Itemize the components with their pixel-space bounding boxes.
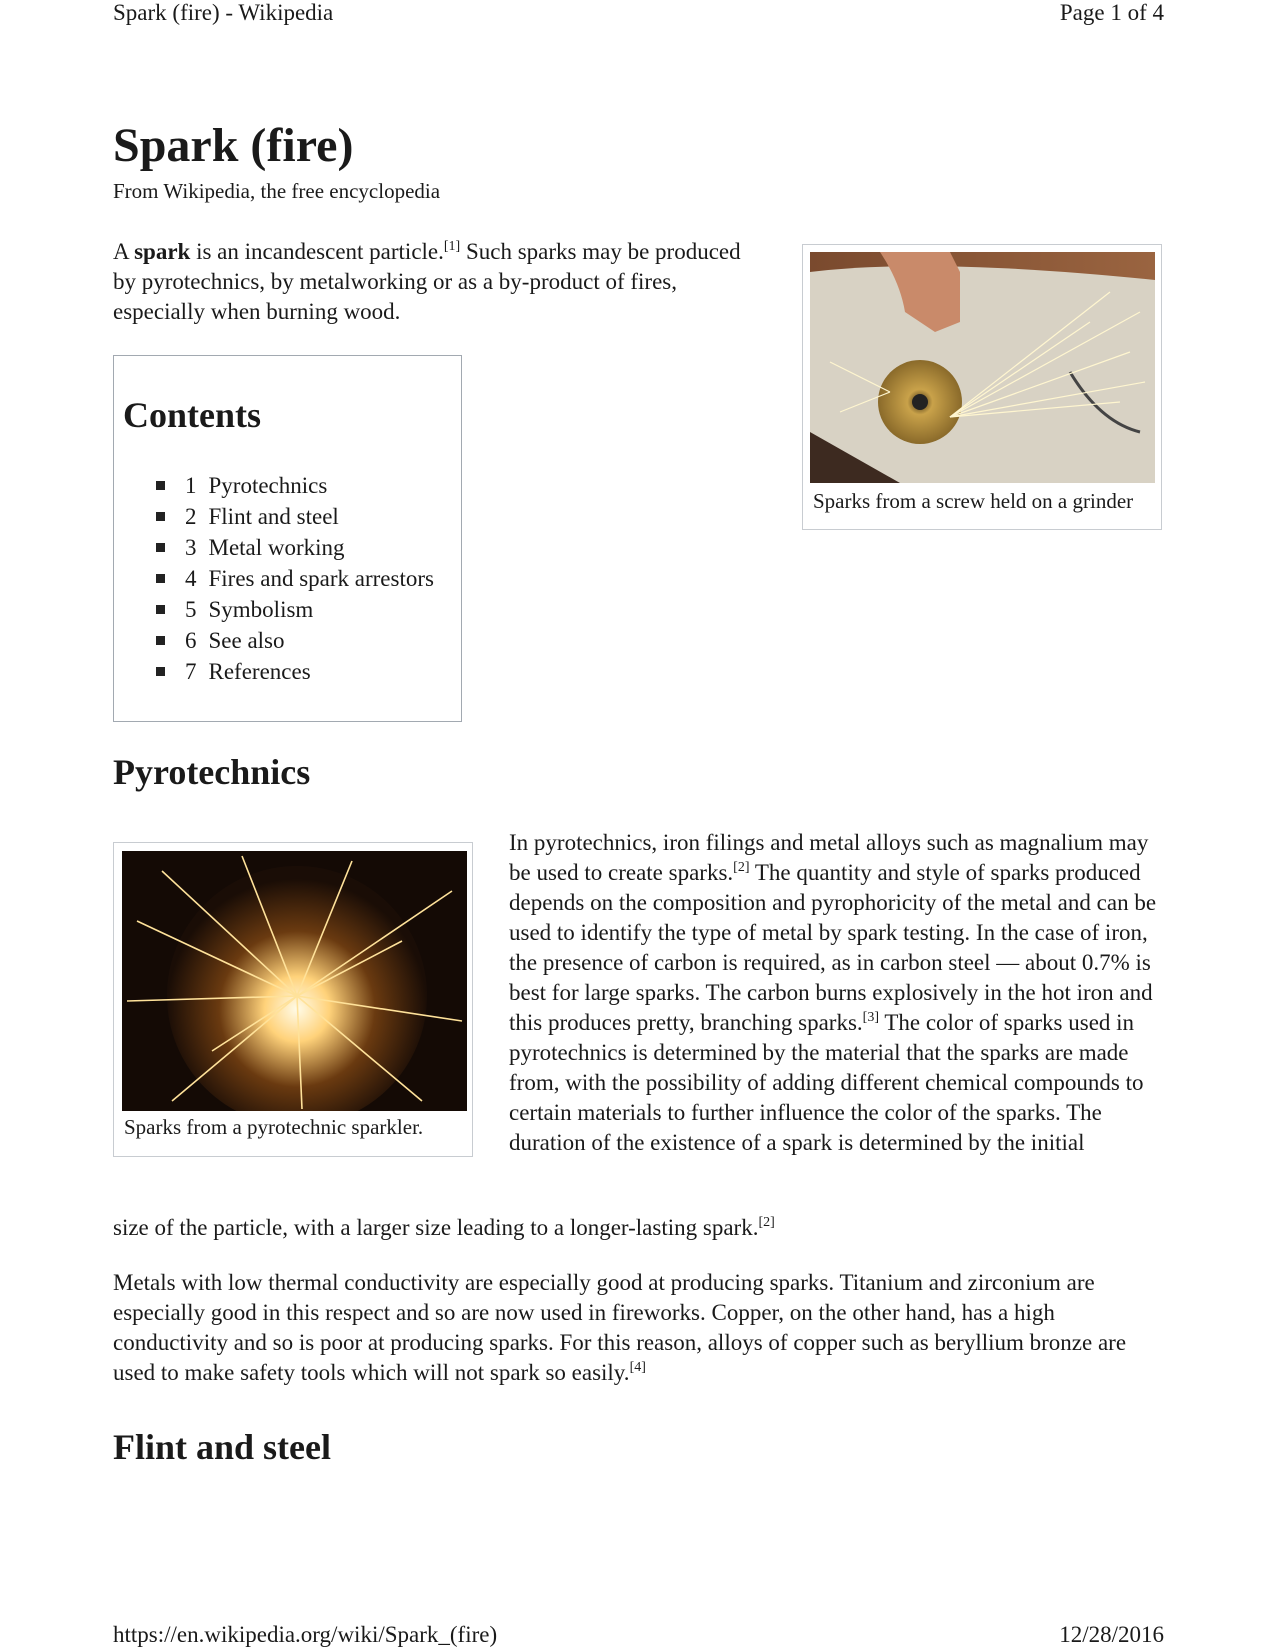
toc-item-see-also[interactable]: 6 See also xyxy=(156,625,434,656)
toc-title: Contents xyxy=(123,395,262,435)
pyrotechnics-paragraph-2: Metals with low thermal conductivity are especially good at producing sparks. Titanium and zirconium are especially good in this respect and so are now used in fireworks. Copper, on the other hand, has a high conductivity and so is poor at producing sparks. For this reason, alloys of copper such as beryllium bronze are used to make safety tools which will not spark so easily.[4] xyxy=(113,1270,1127,1385)
ref-1[interactable]: [1] xyxy=(443,239,461,254)
bullet-icon xyxy=(156,512,165,521)
ref-2[interactable]: [2] xyxy=(758,1215,775,1230)
toc-item-fires-and-spark-arrestors[interactable]: 4 Fires and spark arrestors xyxy=(156,563,434,594)
bullet-icon xyxy=(156,605,165,614)
figure-sparkler xyxy=(113,842,473,1157)
pyrotechnics-paragraph-1-tail: size of the particle, with a larger size leading to a longer-lasting spark.[2] xyxy=(113,1215,775,1240)
figure-caption-sparkler: Sparks from a pyrotechnic sparkler. xyxy=(124,1115,424,1139)
toc-item-pyrotechnics[interactable]: 1 Pyrotechnics xyxy=(156,470,434,501)
page-header-title: Spark (fire) - Wikipedia xyxy=(113,0,334,25)
toc-list xyxy=(156,470,434,687)
bullet-icon xyxy=(156,636,165,645)
bullet-icon xyxy=(156,481,165,490)
bold-term: spark xyxy=(134,239,191,264)
section-heading-pyrotechnics: Pyrotechnics xyxy=(113,752,311,792)
bullet-icon xyxy=(156,574,165,583)
pyrotechnics-paragraph-1: In pyrotechnics, iron filings and metal alloys such as magnalium may be used to create sparks.[2] The quantity and style of sparks produced depends on the composition and pyrophoricity of the metal and can be used to identify the type of metal by spark testing. In the case of iron, the presence of carbon is required, as in carbon steel — about 0.7% is best for large sparks. The carbon burns explosively in the hot iron and this produces pretty, branching sparks.[3] The color of sparks used in pyrotechnics is determined by the material that the sparks are made from, with the possibility of adding different chemical compounds to certain materials to further influence the color of the sparks. The duration of the existence of a spark is determined by the initial xyxy=(509,830,1157,1155)
figure-caption-grinder: Sparks from a screw held on a grinder xyxy=(813,489,1134,513)
bullet-icon xyxy=(156,543,165,552)
page-number: Page 1 of 4 xyxy=(1059,0,1164,25)
ref-3[interactable]: [3] xyxy=(862,1010,879,1025)
grinder-sparks-image[interactable] xyxy=(810,252,1155,483)
page-subtitle: From Wikipedia, the free encyclopedia xyxy=(113,179,441,203)
toc-item-symbolism[interactable]: 5 Symbolism xyxy=(156,594,434,625)
section-heading-flint-and-steel: Flint and steel xyxy=(113,1427,332,1467)
intro-paragraph: A spark is an incandescent particle.[1] Such sparks may be produced by pyrotechnics, by metalworking or as a by-product of fires, especially when burning wood. xyxy=(113,239,741,324)
table-of-contents xyxy=(113,355,462,722)
toc-item-references[interactable]: 7 References xyxy=(156,656,434,687)
figure-grinder xyxy=(802,244,1162,530)
bullet-icon xyxy=(156,667,165,676)
print-date: 12/28/2016 xyxy=(1059,1622,1164,1647)
page-url: https://en.wikipedia.org/wiki/Spark_(fire) xyxy=(113,1622,498,1647)
ref-4[interactable]: [4] xyxy=(629,1360,646,1375)
toc-item-metal-working[interactable]: 3 Metal working xyxy=(156,532,434,563)
toc-item-flint-and-steel[interactable]: 2 Flint and steel xyxy=(156,501,434,532)
sparkler-image[interactable] xyxy=(122,851,467,1111)
ref-2[interactable]: [2] xyxy=(733,860,750,875)
page-title: Spark (fire) xyxy=(113,119,354,172)
